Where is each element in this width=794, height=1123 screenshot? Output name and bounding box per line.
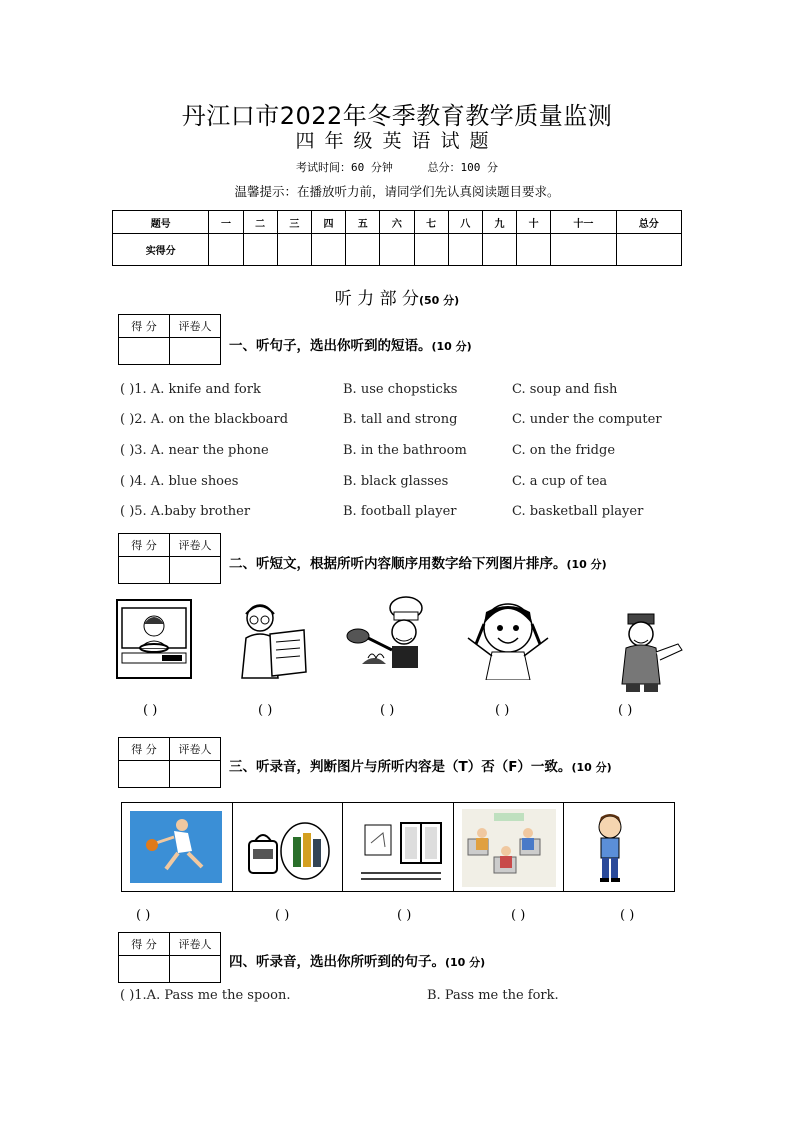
grader-score-cell[interactable] <box>119 338 170 365</box>
section4-question-1-a: ( )1.A. Pass me the spoon. <box>120 988 291 1003</box>
score-cell[interactable] <box>346 234 380 266</box>
score-cell[interactable] <box>243 234 277 266</box>
exam-time: 考试时间：60 分钟 <box>296 161 393 174</box>
question-2-c: C. under the computer <box>512 412 662 427</box>
score-table-value-row <box>113 234 682 266</box>
score-table-header: 三 <box>277 211 311 234</box>
girl-waving-picture <box>462 594 554 680</box>
question-4-b: B. black glasses <box>343 474 449 489</box>
question-3-a: ( )3. A. near the phone <box>120 443 269 458</box>
section3-points: (10 分) <box>571 761 612 774</box>
grader-score-label: 得 分 <box>119 315 170 338</box>
section3-picture-strip <box>121 802 675 892</box>
grader-score-label: 得 分 <box>119 534 170 557</box>
score-table-header: 八 <box>448 211 482 234</box>
score-table-header-row <box>113 211 682 234</box>
section3-blank-1[interactable]: ( ) <box>136 908 151 923</box>
section1-points: (10 分) <box>431 340 472 353</box>
grader-box <box>118 533 221 584</box>
section3-cell-5 <box>564 803 674 891</box>
score-cell[interactable] <box>209 234 243 266</box>
question-5-b: B. football player <box>343 504 457 519</box>
section3-blank-2[interactable]: ( ) <box>275 908 290 923</box>
grader-box <box>118 932 221 983</box>
total-score: 总分：100 分 <box>427 161 498 174</box>
grader-score-label: 得 分 <box>119 738 170 761</box>
score-table-header: 十 <box>517 211 551 234</box>
grader-box <box>118 737 221 788</box>
score-table-header: 题号 <box>113 211 209 234</box>
score-cell[interactable] <box>448 234 482 266</box>
section3-title-text: 三、听录音，判断图片与所听内容是（T）否（F）一致。 <box>229 759 572 775</box>
grader-label: 评卷人 <box>170 315 221 338</box>
score-row-label: 实得分 <box>113 234 209 266</box>
question-3-b: B. in the bathroom <box>343 443 467 458</box>
section4-title-text: 四、听录音，选出你所听到的句子。 <box>229 954 445 970</box>
score-cell[interactable] <box>616 234 681 266</box>
old-man-picture <box>608 612 686 694</box>
section3-cell-2 <box>233 803 344 891</box>
question-5-c: C. basketball player <box>512 504 644 519</box>
section3-title <box>229 755 612 775</box>
grader-score-cell[interactable] <box>119 557 170 584</box>
score-cell[interactable] <box>380 234 414 266</box>
section3-cell-4 <box>454 803 565 891</box>
score-cell[interactable] <box>551 234 616 266</box>
exam-info <box>0 159 794 175</box>
section2-blank-4[interactable]: ( ) <box>495 703 510 718</box>
exam-title: 丹江口市2022年冬季教育教学质量监测 <box>181 102 613 130</box>
question-5-a: ( )5. A.baby brother <box>120 504 251 519</box>
question-2-b: B. tall and strong <box>343 412 458 427</box>
section2-blank-1[interactable]: ( ) <box>143 703 158 718</box>
section4-title <box>229 950 485 970</box>
section3-cell-1 <box>122 803 233 891</box>
grader-box <box>118 314 221 365</box>
exam-tip: 温馨提示：在播放听力前，请同学们先认真阅读题目要求。 <box>234 184 560 199</box>
boy-standing-picture <box>564 803 674 891</box>
section4-points: (10 分) <box>445 956 486 969</box>
score-cell[interactable] <box>311 234 345 266</box>
score-cell[interactable] <box>482 234 516 266</box>
section2-points: (10 分) <box>566 558 607 571</box>
grader-name-cell[interactable] <box>170 956 221 983</box>
grandma-newspaper-picture <box>232 598 310 682</box>
grader-label: 评卷人 <box>170 534 221 557</box>
score-table-header: 九 <box>482 211 516 234</box>
score-cell[interactable] <box>277 234 311 266</box>
question-4-a: ( )4. A. blue shoes <box>120 474 239 489</box>
grader-label: 评卷人 <box>170 933 221 956</box>
section3-blank-3[interactable]: ( ) <box>397 908 412 923</box>
section4-question-1-b: B. Pass me the fork. <box>427 988 559 1003</box>
section2-blank-5[interactable]: ( ) <box>618 703 633 718</box>
section1-title-text: 一、听句子，选出你听到的短语。 <box>229 338 432 354</box>
grader-score-cell[interactable] <box>119 956 170 983</box>
score-table <box>112 210 682 266</box>
question-3-c: C. on the fridge <box>512 443 616 458</box>
question-4-c: C. a cup of tea <box>512 474 608 489</box>
section3-cell-3 <box>343 803 454 891</box>
score-table-header: 五 <box>346 211 380 234</box>
score-table-header: 六 <box>380 211 414 234</box>
bus-driver-picture <box>116 598 196 682</box>
window-picture <box>343 803 453 891</box>
question-1-a: ( )1. A. knife and fork <box>120 382 261 397</box>
listening-score: (50 分) <box>419 294 460 307</box>
score-cell[interactable] <box>414 234 448 266</box>
score-table-header: 十一 <box>551 211 616 234</box>
section1-title <box>229 334 472 354</box>
question-1-c: C. soup and fish <box>512 382 618 397</box>
computer-room-picture <box>454 803 564 891</box>
section2-title-text: 二、听短文，根据所听内容顺序用数字给下列图片排序。 <box>229 556 567 572</box>
schoolbag-books-picture <box>233 803 343 891</box>
section3-blank-5[interactable]: ( ) <box>620 908 635 923</box>
section3-blank-4[interactable]: ( ) <box>511 908 526 923</box>
chef-cooking-picture <box>344 594 436 680</box>
score-table-header: 七 <box>414 211 448 234</box>
score-table-header: 一 <box>209 211 243 234</box>
exam-subtitle: 四年级英语试题 <box>295 130 499 152</box>
listening-heading <box>0 284 794 309</box>
question-1-b: B. use chopsticks <box>343 382 458 397</box>
score-table-header: 四 <box>311 211 345 234</box>
section2-title <box>229 552 607 572</box>
grader-label: 评卷人 <box>170 738 221 761</box>
score-table-header: 二 <box>243 211 277 234</box>
section2-blank-2[interactable]: ( ) <box>258 703 273 718</box>
grader-name-cell[interactable] <box>170 338 221 365</box>
grader-score-cell[interactable] <box>119 761 170 788</box>
section2-blank-3[interactable]: ( ) <box>380 703 395 718</box>
score-cell[interactable] <box>517 234 551 266</box>
score-table-header: 总分 <box>616 211 681 234</box>
grader-name-cell[interactable] <box>170 557 221 584</box>
listening-title: 听 力 部 分 <box>334 289 419 309</box>
grader-score-label: 得 分 <box>119 933 170 956</box>
question-2-a: ( )2. A. on the blackboard <box>120 412 289 427</box>
grader-name-cell[interactable] <box>170 761 221 788</box>
basketball-player-picture <box>122 803 232 891</box>
